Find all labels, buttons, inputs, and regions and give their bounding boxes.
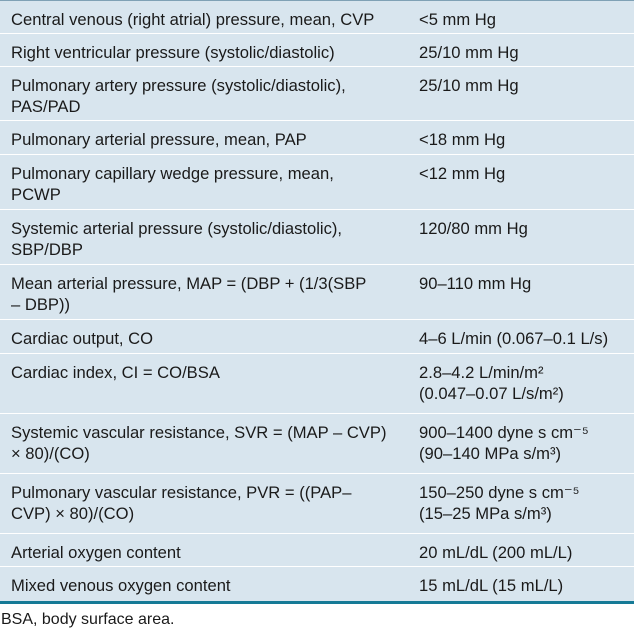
parameter-cell [11, 265, 406, 315]
table-row [0, 567, 634, 602]
table-row [0, 155, 634, 210]
parameter-text: Pulmonary arterial pressure, mean, PAP [11, 130, 307, 149]
table-row [0, 34, 634, 67]
parameter-cell [11, 210, 406, 260]
value-text: 20 mL/dL (200 mL/L) [419, 543, 573, 562]
value-text: <12 mm Hg [419, 164, 506, 183]
value-text: 15 mL/dL (15 mL/L) [419, 576, 564, 595]
parameter-text: Pulmonary vascular resistance, PVR = ((PAP– [11, 483, 352, 502]
parameter-text: Mixed venous oxygen content [11, 576, 231, 595]
parameter-cell [11, 320, 406, 349]
table-row [0, 354, 634, 414]
value-text: 150–250 dyne s cm⁻⁵ [419, 483, 580, 502]
value-text: (0.047–0.07 L/s/m²) [419, 384, 564, 403]
table-row [0, 1, 634, 34]
parameter-text: PAS/PAD [11, 97, 81, 116]
parameter-text: × 80)/(CO) [11, 444, 90, 463]
value-text: 90–110 mm Hg [419, 274, 532, 293]
parameter-text: Cardiac output, CO [11, 329, 154, 348]
parameter-cell [11, 354, 406, 383]
parameter-text: – DBP)) [11, 295, 71, 314]
parameter-cell [11, 1, 406, 30]
parameter-text: PCWP [11, 185, 61, 204]
parameter-text: Systemic vascular resistance, SVR = (MAP – CVP) [11, 423, 387, 442]
value-cell [419, 354, 631, 404]
parameter-text: Systemic arterial pressure (systolic/diastolic), [11, 219, 343, 238]
table-footnote: BSA, body surface area. [1, 611, 175, 628]
parameter-cell [11, 567, 406, 596]
table-row [0, 320, 634, 354]
value-text: 2.8–4.2 L/min/m² [419, 363, 544, 382]
parameter-cell [11, 155, 406, 205]
parameter-text: Arterial oxygen content [11, 543, 181, 562]
parameter-cell [11, 474, 406, 524]
table-row [0, 414, 634, 474]
parameter-cell [11, 121, 406, 150]
parameter-text: Central venous (right atrial) pressure, mean, CVP [11, 10, 375, 29]
value-cell [419, 34, 631, 63]
parameter-text: SBP/DBP [11, 240, 83, 259]
parameter-text: Mean arterial pressure, MAP = (DBP + (1/3(SBP [11, 274, 367, 293]
value-cell [419, 155, 631, 184]
value-text: 25/10 mm Hg [419, 43, 519, 62]
value-text: (15–25 MPa s/m³) [419, 504, 552, 523]
parameter-cell [11, 34, 406, 63]
table-row [0, 121, 634, 155]
value-cell [419, 121, 631, 150]
value-cell [419, 534, 631, 563]
parameter-cell [11, 67, 406, 117]
parameter-text: Cardiac index, CI = CO/BSA [11, 363, 220, 382]
value-text: 120/80 mm Hg [419, 219, 528, 238]
value-cell [419, 567, 631, 596]
value-text: (90–140 MPa s/m³) [419, 444, 562, 463]
parameter-cell [11, 414, 406, 464]
value-cell [419, 1, 631, 30]
value-text: 25/10 mm Hg [419, 76, 519, 95]
value-text: 4–6 L/min (0.067–0.1 L/s) [419, 329, 609, 348]
value-cell [419, 67, 631, 96]
value-text: 900–1400 dyne s cm⁻⁵ [419, 423, 589, 442]
parameter-text: Pulmonary capillary wedge pressure, mean, [11, 164, 334, 183]
table-row [0, 534, 634, 567]
table-row [0, 67, 634, 121]
parameter-text: Right ventricular pressure (systolic/diastolic) [11, 43, 335, 62]
value-cell [419, 320, 631, 349]
parameter-text: Pulmonary artery pressure (systolic/diastolic), [11, 76, 346, 95]
value-text: <18 mm Hg [419, 130, 506, 149]
value-cell [419, 474, 631, 524]
table-row [0, 210, 634, 265]
value-cell [419, 210, 631, 239]
parameter-cell [11, 534, 406, 563]
value-cell [419, 414, 631, 464]
parameter-text: CVP) × 80)/(CO) [11, 504, 135, 523]
table-row [0, 265, 634, 320]
table-row [0, 474, 634, 534]
value-text: <5 mm Hg [419, 10, 496, 29]
table-bottom-rule [0, 601, 634, 604]
value-cell [419, 265, 631, 294]
